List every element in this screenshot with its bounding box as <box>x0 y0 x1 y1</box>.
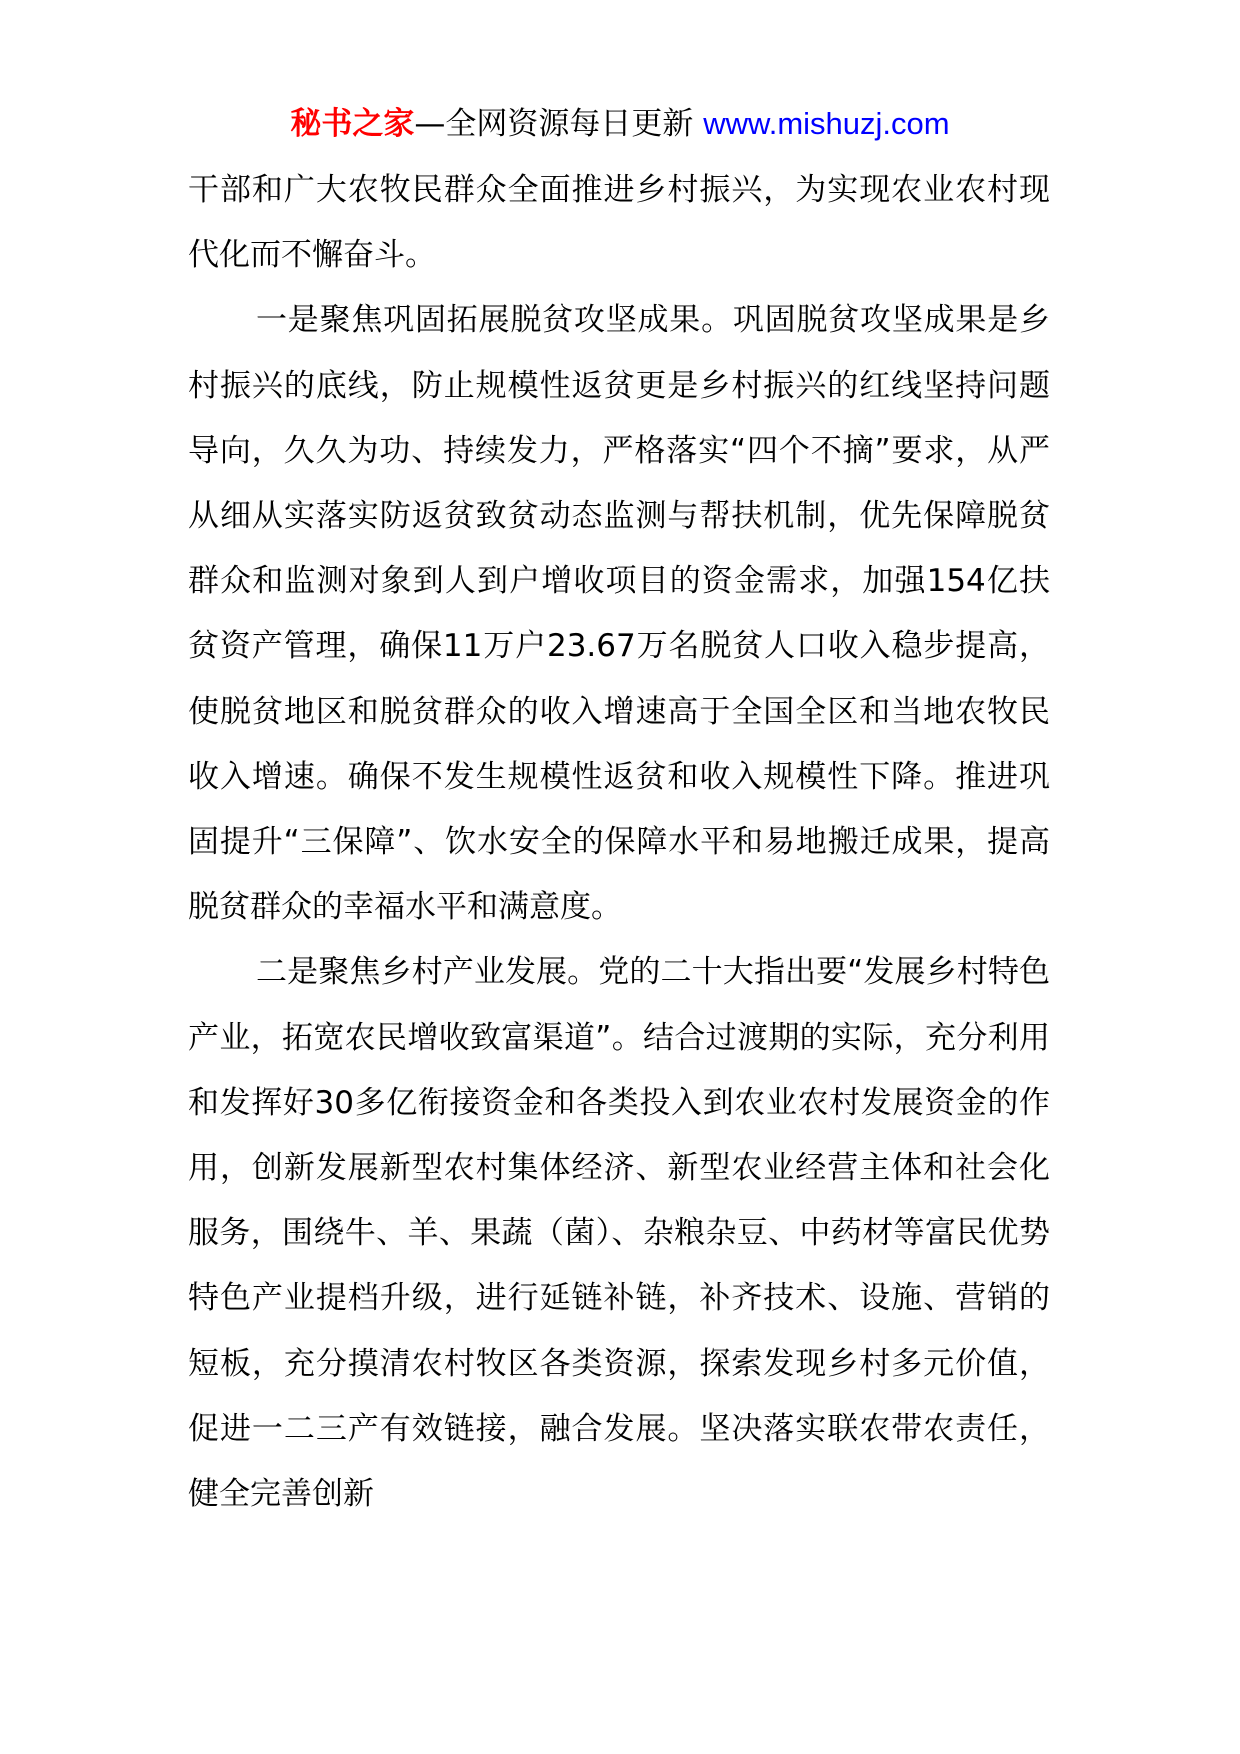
paragraph-continuation: 干部和广大农牧民群众全面推进乡村振兴，为实现农业农村现代化而不懈奋斗。 <box>188 172 1050 274</box>
paragraph-rural-industry: 二是聚焦乡村产业发展。党的二十大指出要“发展乡村特色产业，拓宽农民增收致富渠道”。结合过渡期的实际，充分利用和发挥好30多亿衔接资金和各类投入到农业农村发展资金的作用，创新发展新型农村集体经济、新型农业经营主体和社会化服务，围绕牛、羊、果蔬（菌）、杂粮杂豆、中药材等富民优势特色产业提档升级，进行延链补链，补齐技术、设施、营销的短板，充分摸清农村牧区各类资源，探索发现乡村多元价值，促进一二三产有效链接，融合发展。坚决落实联农带农责任，健全完善创新 <box>188 954 1050 1513</box>
site-url-link[interactable]: www.mishuzj.com <box>703 106 950 141</box>
header-tagline: —全网资源每日更新 <box>414 106 704 142</box>
brand-name: 秘书之家 <box>290 106 415 142</box>
page-header <box>0 102 1240 146</box>
document-body <box>188 158 1050 1527</box>
paragraph-poverty-consolidation: 一是聚焦巩固拓展脱贫攻坚成果。巩固脱贫攻坚成果是乡村振兴的底线，防止规模性返贫更是乡村振兴的红线坚持问题导向，久久为功、持续发力，严格落实“四个不摘”要求，从严从细从实落实防返贫致贫动态监测与帮扶机制，优先保障脱贫群众和监测对象到人到户增收项目的资金需求，加强154亿扶贫资产管理，确保11万户23.67万名脱贫人口收入稳步提高，使脱贫地区和脱贫群众的收入增速高于全国全区和当地农牧民收入增速。确保不发生规模性返贫和收入规模性下降。推进巩固提升“三保障”、饮水安全的保障水平和易地搬迁成果，提高脱贫群众的幸福水平和满意度。 <box>188 302 1050 926</box>
